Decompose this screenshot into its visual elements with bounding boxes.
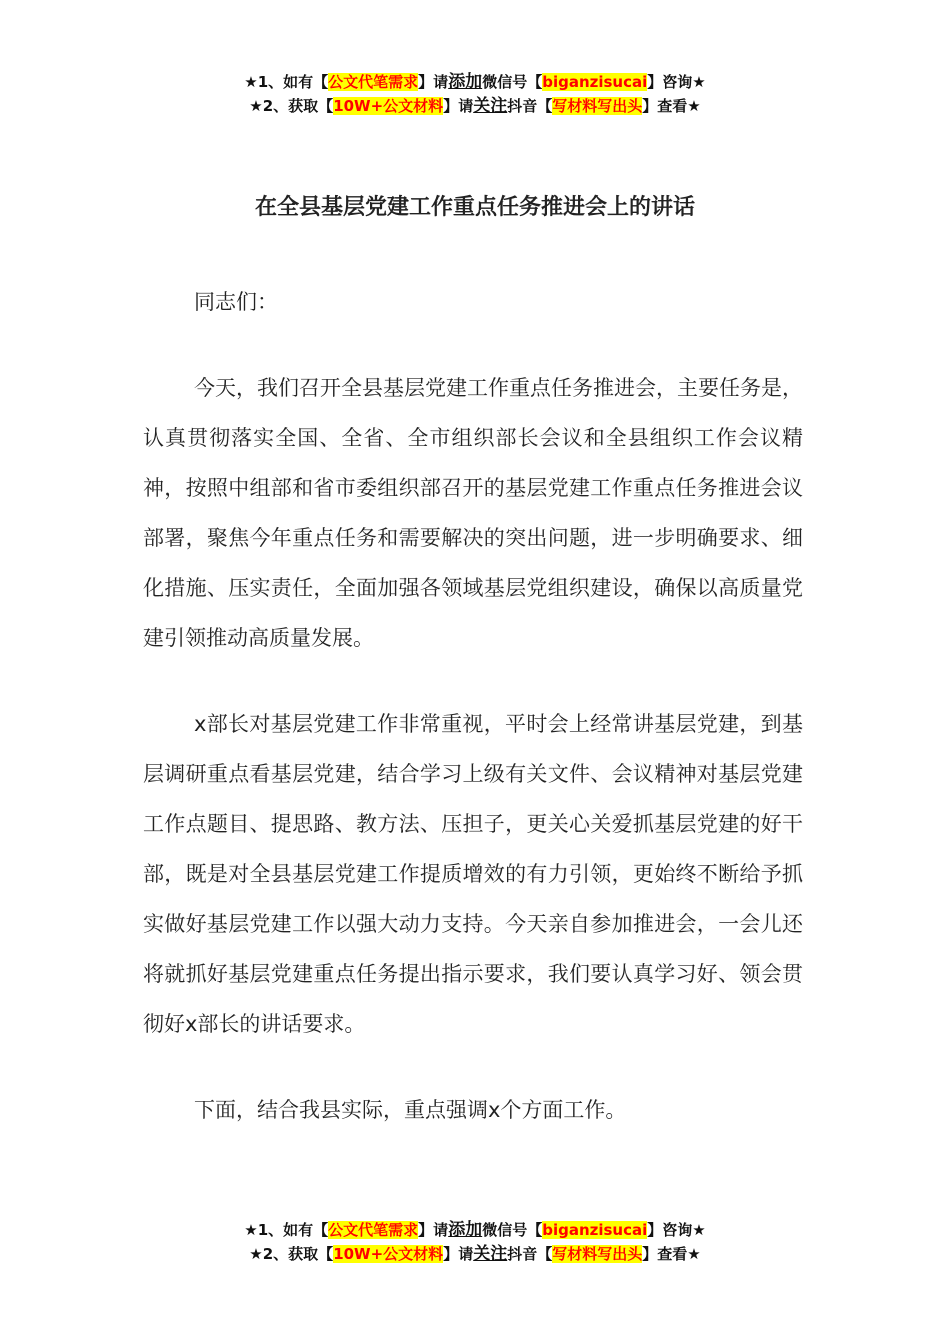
promo-text: 微信号【 — [482, 73, 543, 91]
promo-text: 】咨询★ — [647, 73, 706, 91]
promo-underline: 添加 — [448, 72, 483, 92]
promo-text: ★2、获取【 — [249, 97, 334, 115]
promo-text: 】请 — [418, 73, 449, 91]
promo-douyin-id: 写材料写出头 — [552, 97, 643, 115]
promo-highlight: 公文代笔需求 — [328, 1221, 419, 1239]
promo-douyin-id: 写材料写出头 — [552, 1245, 643, 1263]
promo-underline: 关注 — [473, 96, 508, 116]
promo-highlight: 公文代笔需求 — [328, 73, 419, 91]
promo-highlight: 10W+公文材料 — [333, 1245, 444, 1263]
promo-wechat-id: biganzisucai — [542, 1221, 648, 1239]
promo-wechat-id: biganzisucai — [542, 73, 648, 91]
promo-banner-bottom — [0, 1218, 950, 1266]
promo-text: 抖音【 — [507, 97, 553, 115]
document-body — [143, 277, 803, 1171]
promo-text: 微信号【 — [482, 1221, 543, 1239]
promo-highlight: 10W+公文材料 — [333, 97, 444, 115]
document-title: 在全县基层党建工作重点任务推进会上的讲话 — [254, 195, 695, 220]
promo-text: 抖音【 — [507, 1245, 553, 1263]
promo-text: 】查看★ — [642, 1245, 701, 1263]
paragraph: 今天，我们召开全县基层党建工作重点任务推进会，主要任务是，认真贯彻落实全国、全省、全市组织部长会议和全县组织工作会议精神，按照中组部和省市委组织部召开的基层党建工作重点任务推进会议部署，聚焦今年重点任务和需要解决的突出问题，进一步明确要求、细化措施、压实责任，全面加强各领域基层党组织建设，确保以高质量党建引领推动高质量发展。 — [143, 376, 803, 650]
promo-text: ★2、获取【 — [249, 1245, 334, 1263]
promo-text: 】请 — [443, 97, 474, 115]
salutation: 同志们： — [194, 290, 278, 314]
promo-underline: 关注 — [473, 1244, 508, 1264]
promo-text: ★1、如有【 — [244, 73, 329, 91]
promo-text: 】咨询★ — [647, 1221, 706, 1239]
promo-line-2 — [0, 94, 950, 118]
promo-text: 】请 — [443, 1245, 474, 1263]
promo-text: 】查看★ — [642, 97, 701, 115]
promo-text: 】请 — [418, 1221, 449, 1239]
paragraph: 下面，结合我县实际，重点强调x个方面工作。 — [194, 1098, 627, 1122]
promo-banner-top — [0, 70, 950, 118]
promo-line-1 — [0, 1218, 950, 1242]
promo-line-1 — [0, 70, 950, 94]
promo-text: ★1、如有【 — [244, 1221, 329, 1239]
promo-line-2 — [0, 1242, 950, 1266]
promo-underline: 添加 — [448, 1220, 483, 1240]
paragraph: x部长对基层党建工作非常重视，平时会上经常讲基层党建，到基层调研重点看基层党建，结合学习上级有关文件、会议精神对基层党建工作点题目、提思路、教方法、压担子，更关心关爱抓基层党建的好干部，既是对全县基层党建工作提质增效的有力引领，更始终不断给予抓实做好基层党建工作以强大动力支持。今天亲自参加推进会，一会儿还将就抓好基层党建重点任务提出指示要求，我们要认真学习好、领会贯彻好x部长的讲话要求。 — [143, 712, 803, 1036]
